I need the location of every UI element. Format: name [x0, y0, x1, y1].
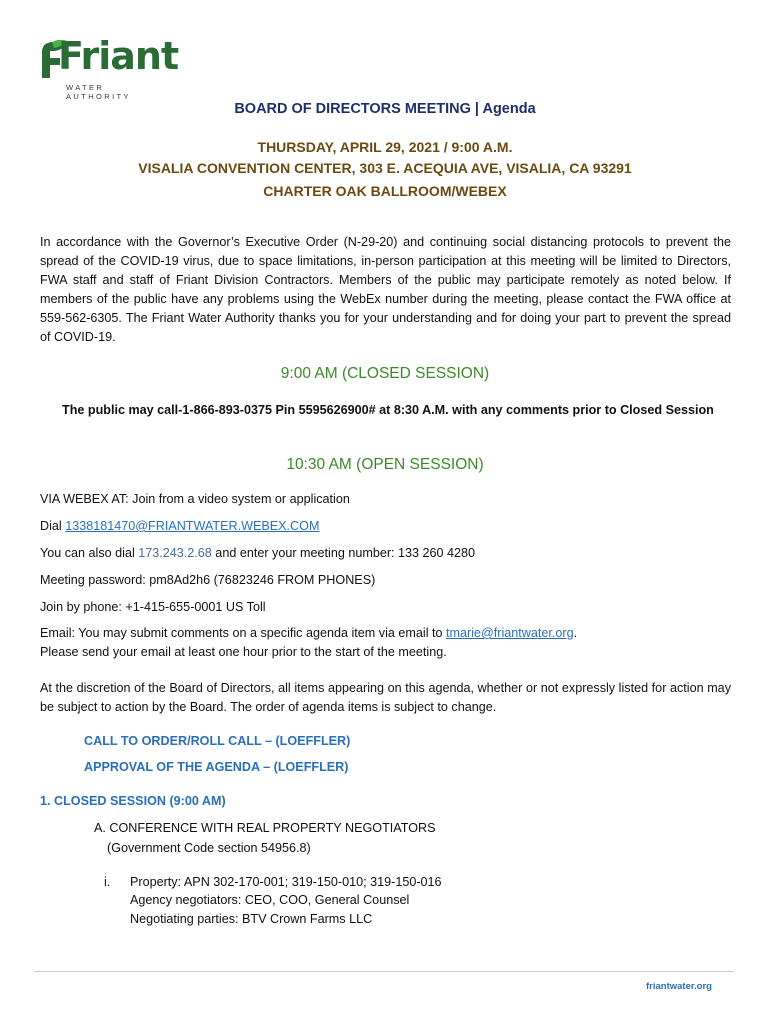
item-a-code: (Government Code section 54956.8) — [107, 841, 311, 855]
also-dial-line — [40, 546, 475, 560]
meeting-password: Meeting password: pm8Ad2h6 (76823246 FROM PHONES) — [40, 573, 376, 587]
logo-wordmark: Friant — [58, 34, 179, 78]
dial-line — [40, 519, 319, 533]
property-line: Property: APN 302-170-001; 319-150-010; 319-150-016 — [130, 875, 442, 889]
webex-line: VIA WEBEX AT: Join from a video system or application — [40, 492, 350, 506]
sub-item-marker: i. — [104, 875, 111, 889]
friant-logo — [38, 34, 179, 101]
agency-negotiators-line: Agency negotiators: CEO, COO, General Counsel — [130, 893, 410, 907]
call-to-order: CALL TO ORDER/ROLL CALL – (LOEFFLER) — [84, 734, 351, 748]
open-session-heading: 10:30 AM (OPEN SESSION) — [286, 456, 484, 473]
page-title: BOARD OF DIRECTORS MEETING | Agenda — [234, 101, 536, 117]
footer-url[interactable]: friantwater.org — [646, 981, 712, 992]
item-a: A. CONFERENCE WITH REAL PROPERTY NEGOTIATORS — [94, 821, 436, 835]
dial-label: Dial — [40, 519, 66, 533]
approval-of-agenda: APPROVAL OF THE AGENDA – (LOEFFLER) — [84, 760, 349, 774]
also-dial-suffix: and enter your meeting number: 133 260 4280 — [211, 546, 476, 560]
closed-session-item: 1. CLOSED SESSION (9:00 AM) — [40, 794, 226, 808]
email-suffix: . — [573, 626, 578, 640]
logo-subtitle: WATER AUTHORITY — [66, 83, 131, 101]
negotiating-parties-line: Negotiating parties: BTV Crown Farms LLC — [130, 912, 373, 926]
join-by-phone: Join by phone: +1-415-655-0001 US Toll — [40, 600, 266, 614]
closed-session-call-note: The public may call-1-866-893-0375 Pin 5595626900# at 8:30 A.M. with any comments prior to Closed Session — [62, 403, 714, 417]
email-link[interactable]: tmarie@friantwater.org — [446, 626, 574, 640]
email-prefix: Email: You may submit comments on a specific agenda item via email to — [40, 626, 446, 640]
email-note: Please send your email at least one hour prior to the start of the meeting. — [40, 645, 447, 659]
intro-paragraph: In accordance with the Governor’s Executive Order (N-29-20) and continuing social distancing protocols to prevent the spread of the COVID-19 virus, due to space limitations, in-person participation at this meeting will be limited to Directors, FWA staff and staff of Friant Division Contractors. Members of the public may participate remotely as noted below. If members of the public have any problems using the WebEx number during the meeting, please contact the FWA office at 559-562-6305. The Friant Water Authority thanks you for your understanding and for doing your part to prevent the spread of COVID-19. — [40, 235, 731, 344]
meeting-date: THURSDAY, APRIL 29, 2021 / 9:00 A.M. — [257, 139, 513, 155]
footer-divider — [34, 971, 734, 972]
webex-dial-link[interactable]: 1338181470@FRIANTWATER.WEBEX.COM — [65, 519, 320, 533]
closed-session-heading: 9:00 AM (CLOSED SESSION) — [280, 365, 490, 382]
discretion-paragraph: At the discretion of the Board of Directors, all items appearing on this agenda, whether or not expressly listed for action may be subject to action by the Board. The order of agenda items is subject to change. — [40, 681, 731, 714]
meeting-room: CHARTER OAK BALLROOM/WEBEX — [263, 183, 507, 199]
dial-ip: 173.243.2.68 — [138, 546, 212, 560]
email-line — [40, 626, 577, 640]
meeting-location: VISALIA CONVENTION CENTER, 303 E. ACEQUIA AVE, VISALIA, CA 93291 — [138, 160, 632, 176]
also-dial-prefix: You can also dial — [40, 546, 139, 560]
